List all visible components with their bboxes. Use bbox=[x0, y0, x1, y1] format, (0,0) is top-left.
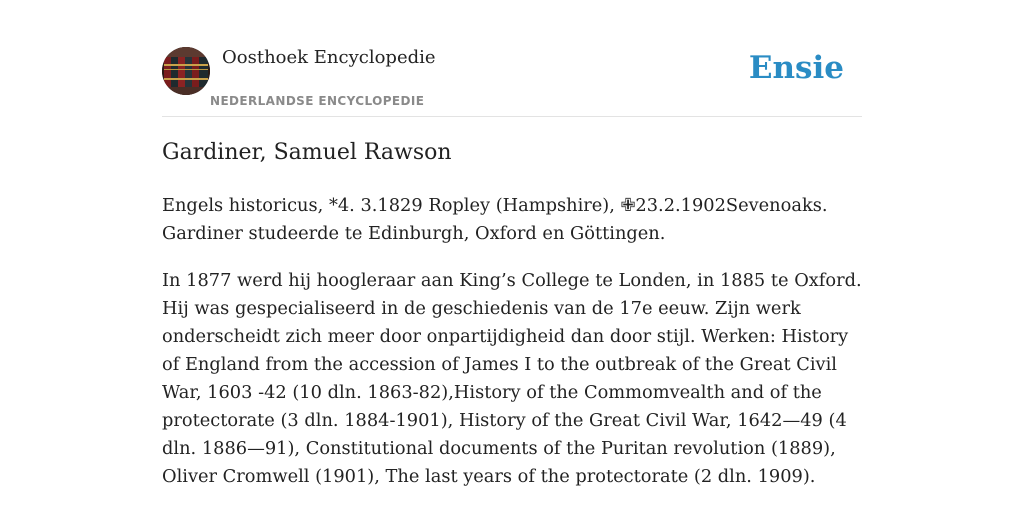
site-title[interactable]: Oosthoek Encyclopedie bbox=[222, 47, 436, 68]
encyclopedia-books-icon[interactable] bbox=[162, 47, 210, 95]
site-subtitle: NEDERLANDSE ENCYCLOPEDIE bbox=[210, 94, 425, 108]
brand-logo[interactable]: Ensie bbox=[748, 50, 844, 86]
article-paragraph: In 1877 werd hij hoogleraar aan King’s College te Londen, in 1885 te Oxford. Hij was gespecialiseerd in de geschiedenis van de 17e eeuw. Zijn werk onderscheidt zich meer door onpartijdigheid dan door stijl. Werken: History of England from the accession of James I to the outbreak of the Great Civil War, 1603 -42 (10 dln. 1863-82),History of the Commomvealth and of the protectorate (3 dln. 1884-1901), History of the Great Civil War, 1642—49 (4 dln. 1886—91), Constitutional documents of the Puritan revolution (1889), Oliver Cromwell (1901), The last years of the protectorate (2 dln. 1909). bbox=[162, 270, 862, 487]
article-title: Gardiner, Samuel Rawson bbox=[162, 140, 452, 165]
site-header bbox=[162, 46, 862, 117]
article-paragraph: Engels historicus, *4. 3.1829 Ropley (Hampshire), ✙23.2.1902Sevenoaks. Gardiner studeerde te Edinburgh, Oxford en Göttingen. bbox=[162, 195, 828, 244]
